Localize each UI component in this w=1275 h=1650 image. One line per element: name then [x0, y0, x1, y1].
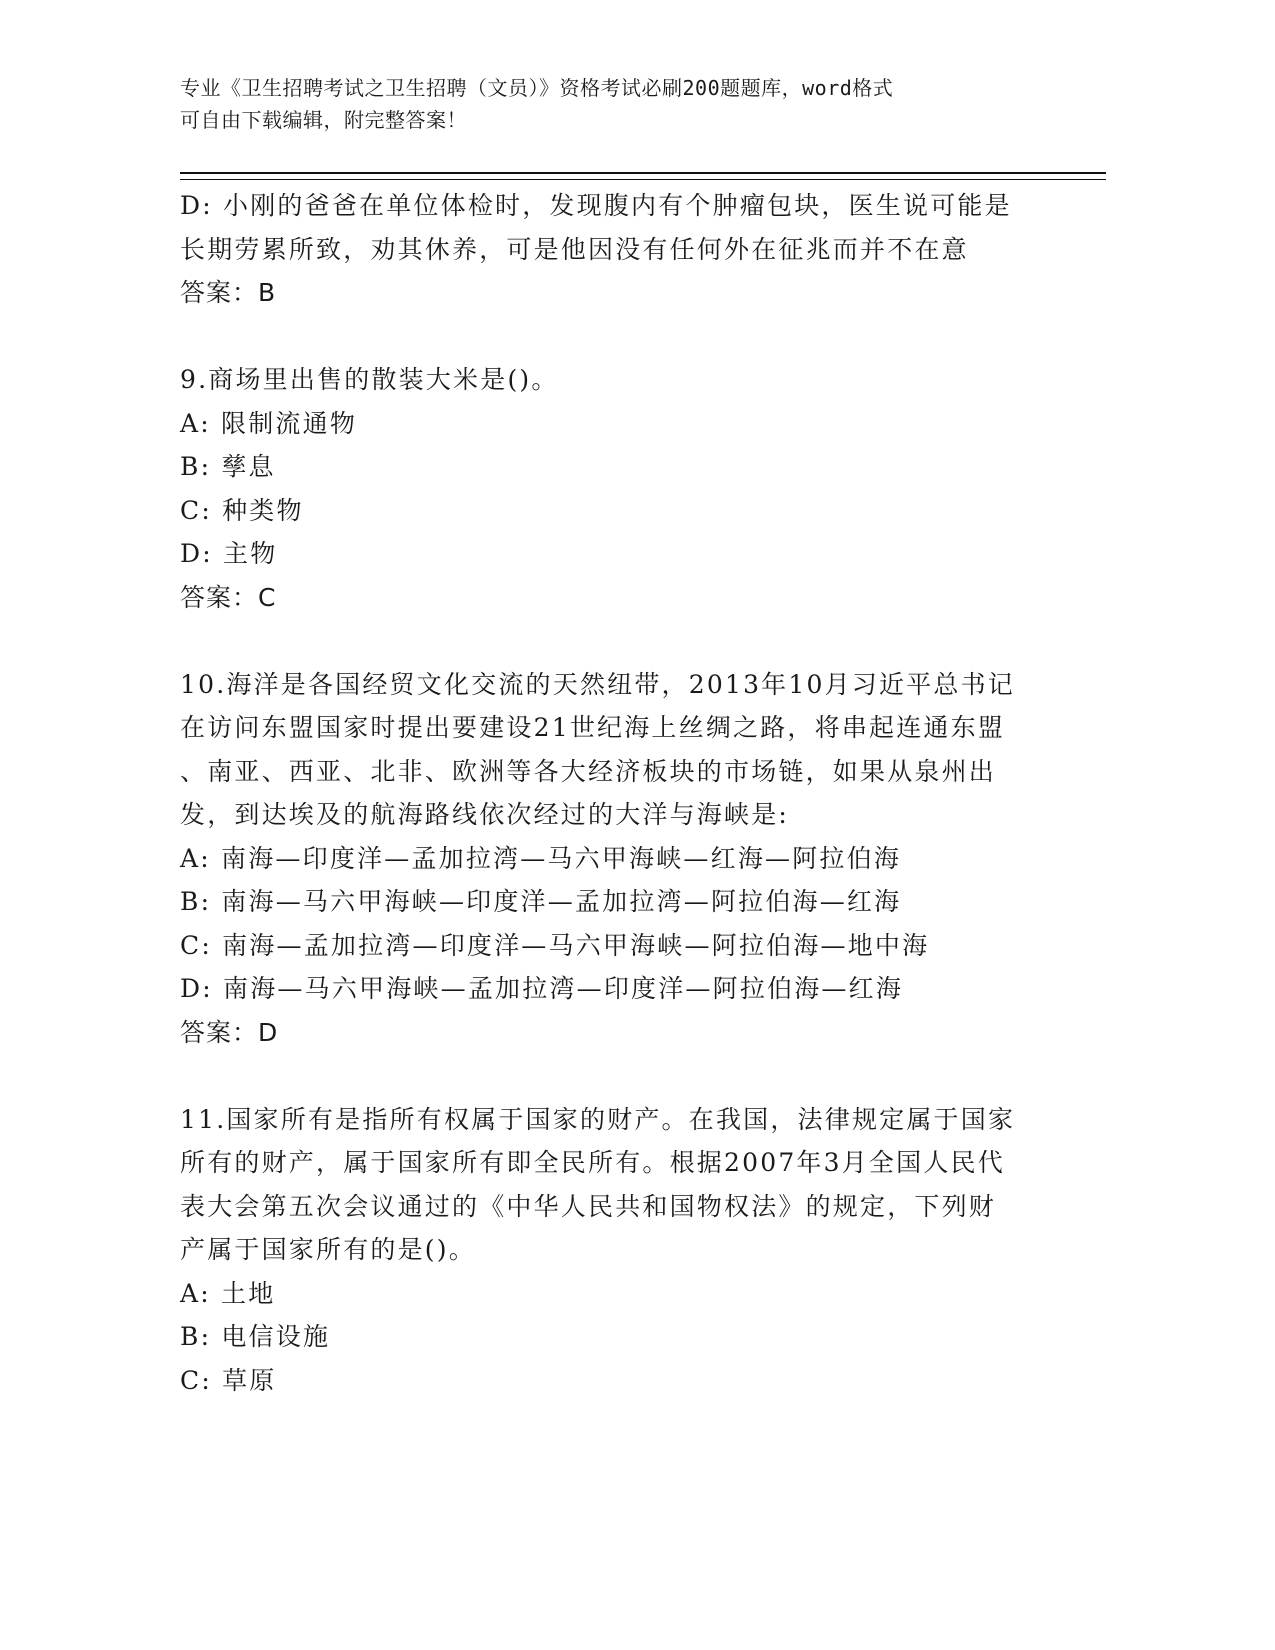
q9-option-a: A: 限制流通物	[180, 408, 358, 438]
q10-question-line-4: 发，到达埃及的航海路线依次经过的大洋与海峡是:	[180, 800, 790, 829]
spacer	[180, 619, 1050, 663]
q9-answer: 答案：C	[180, 582, 277, 612]
page-header	[180, 72, 1040, 136]
question-8-tail	[180, 184, 1050, 315]
q10-answer: 答案：D	[180, 1017, 279, 1047]
q10-question-line-3: 、南亚、西亚、北非、欧洲等各大经济板块的市场链，如果从泉州出	[180, 756, 997, 786]
q10-question-line-2: 在访问东盟国家时提出要建设21世纪海上丝绸之路，将串起连通东盟	[180, 713, 1006, 742]
q9-question: 9.商场里出售的散装大米是()。	[180, 365, 559, 394]
q11-option-b: B: 电信设施	[180, 1322, 331, 1351]
q10-option-d: D: 南海—马六甲海峡—孟加拉湾—印度洋—阿拉伯海—红海	[180, 974, 904, 1003]
q11-question-line-1: 11.国家所有是指所有权属于国家的财产。在我国，法律规定属于国家	[180, 1104, 1016, 1134]
q9-option-d: D: 主物	[180, 539, 278, 568]
question-10	[180, 663, 1050, 1055]
question-9	[180, 358, 1050, 619]
header-title-line-1: 专业《卫生招聘考试之卫生招聘（文员）》资格考试必刷200题题库，word格式	[180, 76, 894, 100]
q11-question-line-3: 表大会第五次会议通过的《中华人民共和国物权法》的规定，下列财	[180, 1191, 997, 1221]
q10-question-line-1: 10.海洋是各国经贸文化交流的天然纽带，2013年10月习近平总书记	[180, 669, 1015, 699]
q11-option-a: A: 土地	[180, 1278, 276, 1308]
header-divider	[180, 172, 1106, 180]
question-11	[180, 1098, 1050, 1403]
q9-option-b: B: 孳息	[180, 452, 276, 481]
spacer	[180, 315, 1050, 359]
q10-option-a: A: 南海—印度洋—孟加拉湾—马六甲海峡—红海—阿拉伯海	[180, 843, 902, 873]
header-title-line-2: 可自由下载编辑，附完整答案！	[180, 108, 467, 132]
q11-option-c: C: 草原	[180, 1365, 277, 1395]
q11-question-line-4: 产属于国家所有的是()。	[180, 1235, 476, 1264]
q9-option-c: C: 种类物	[180, 495, 304, 525]
q8-option-d-line-1: D: 小刚的爸爸在单位体检时，发现腹内有个肿瘤包块，医生说可能是	[180, 191, 1012, 220]
spacer	[180, 1054, 1050, 1098]
q11-question-line-2: 所有的财产，属于国家所有即全民所有。根据2007年3月全国人民代	[180, 1148, 1005, 1177]
q10-option-b: B: 南海—马六甲海峡—印度洋—孟加拉湾—阿拉伯海—红海	[180, 887, 902, 916]
q8-option-d-line-2: 长期劳累所致，劝其休养，可是他因没有任何外在征兆而并不在意	[180, 234, 969, 264]
q8-answer: 答案：B	[180, 278, 277, 307]
document-body	[180, 184, 1050, 1402]
q10-option-c: C: 南海—孟加拉湾—印度洋—马六甲海峡—阿拉伯海—地中海	[180, 930, 930, 960]
